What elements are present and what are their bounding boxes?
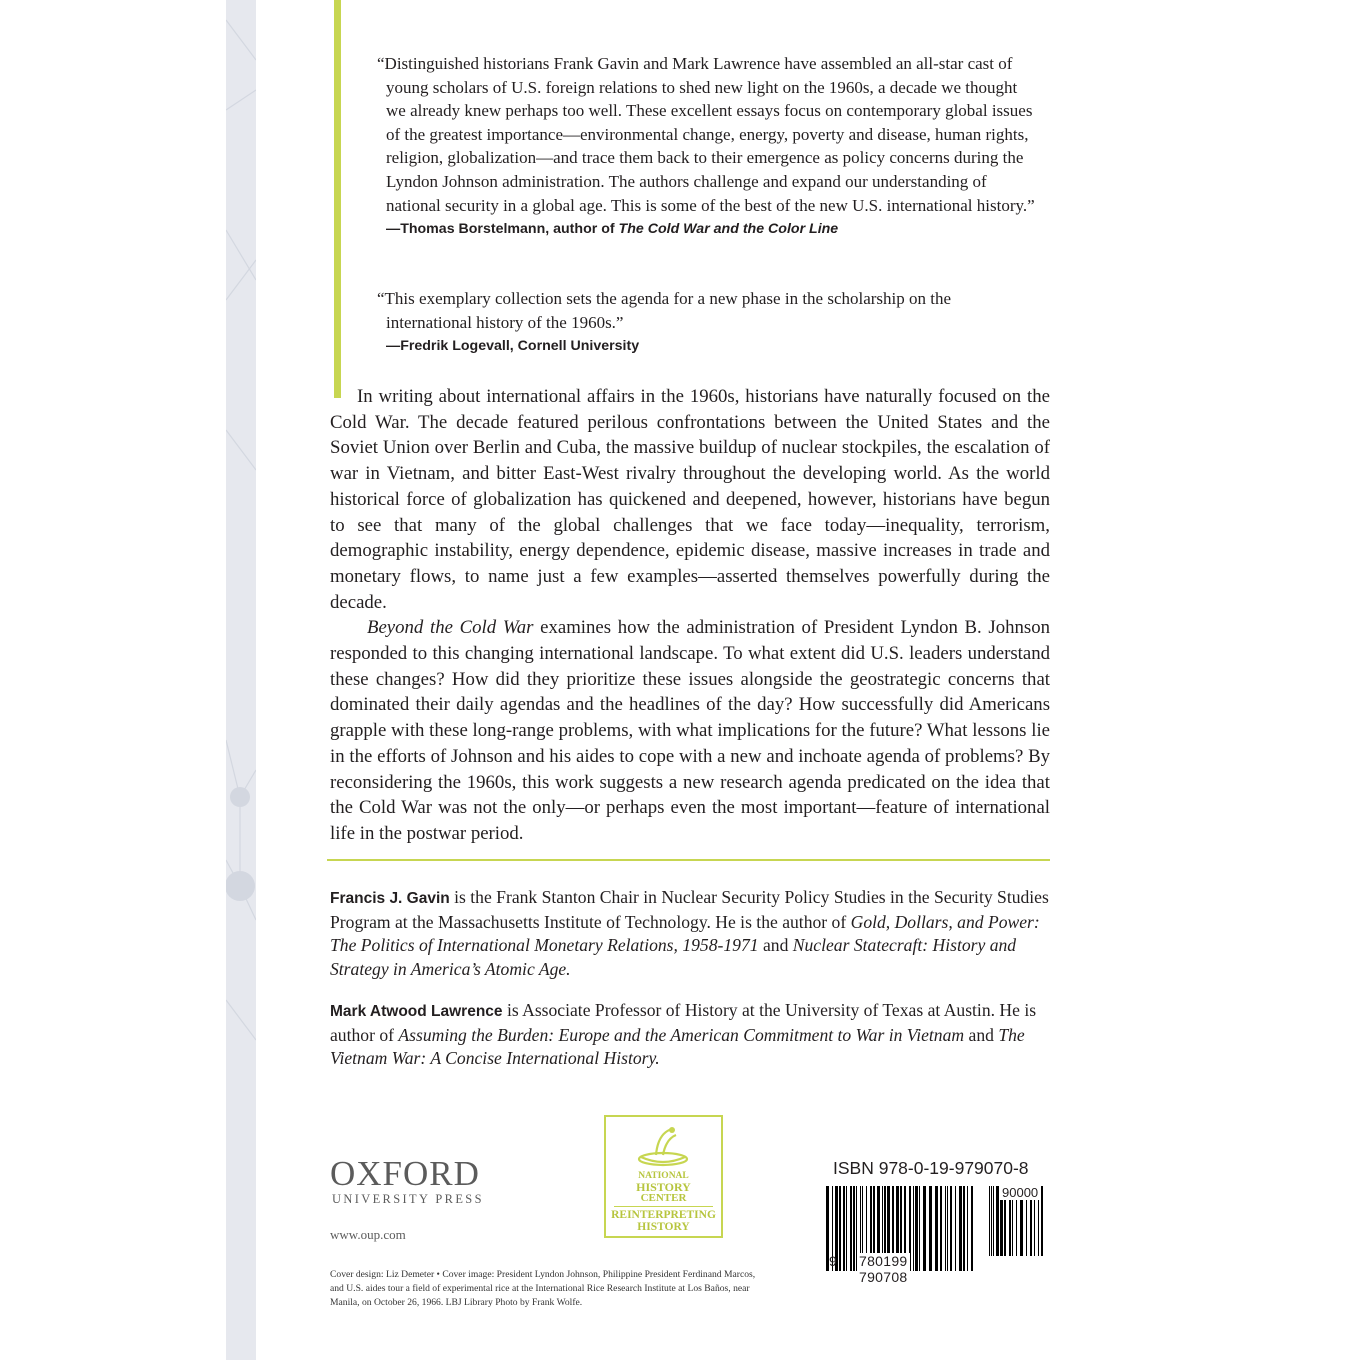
book-title: Assuming the Burden: Europe and the American Commitment to War in Vietnam [398,1024,965,1045]
barcode-bar [923,1186,926,1271]
barcode-bar [929,1186,932,1271]
book-title: Gold, Dollars, and Power: The Politics of International Monetary Relations, 1958-1971 [330,911,1040,956]
quote-work-title: The Cold War and the Color Line [618,221,839,238]
barcode-bar [993,1186,994,1256]
author-name: Mark Atwood Lawrence [330,1003,503,1020]
barcode-bar [989,1186,990,1256]
barcode-bar [967,1186,968,1271]
accent-bar [334,0,341,398]
barcode-bar [839,1186,841,1271]
book-title: Beyond the Cold War [367,617,534,639]
barcode-bar [955,1186,956,1271]
cover-credits: Cover design: Liz Demeter • Cover image: President Lyndon Johnson, Philippine President Ferdinand Marcos, and U.S. aides tour a field of experimental rice at the International Rice Research Institute at Los Baños, near Manila, on October 26, 1966. LBJ Library Photo by Frank Wolfe. [330,1269,756,1308]
barcode-bar [940,1186,942,1271]
book-title: Nuclear Statecraft: History and Strategy in America’s Atomic Age. [330,935,1017,980]
publisher-subtitle: UNIVERSITY PRESS [332,1192,484,1206]
barcode-bar [846,1186,847,1271]
quote-attribution: —Fredrik Logevall, Cornell University [386,338,640,355]
barcode-bar [913,1186,914,1271]
barcode-bar [843,1186,845,1271]
book-title: The Vietnam War: A Concise International History. [330,1024,1025,1069]
barcode-bar [1041,1186,1043,1256]
barcode-bar [850,1186,852,1271]
description-body [330,384,1050,847]
publisher-url[interactable]: www.oup.com [330,1227,406,1242]
barcode-bar [919,1186,920,1271]
barcode-bar [963,1186,965,1271]
barcode-bar [947,1186,948,1271]
quote-text: “This exemplary collection sets the agenda for a new phase in the scholarship on the international history of the 1960s.” [377,289,952,332]
quote-attribution: —Thomas Borstelmann, author of The Cold War and the Color Line [386,221,839,238]
fountain-icon [606,1121,721,1173]
barcode-bar [915,1186,918,1271]
barcode-bar [971,1186,973,1271]
isbn-label: ISBN 978-0-19-979070-8 [833,1158,1029,1178]
publisher-logo: OXFORD [330,1154,480,1193]
bio-lawrence: Mark Atwood Lawrence is Associate Professor of History at the University of Texas at Austin. He is author of Assuming the Burden: Europe and the American Commitment to War in Vietnam and The Vietnam War: A Concise International History. [330,1000,1037,1069]
network-graphic [226,0,256,1360]
barcode-bar [996,1186,999,1256]
description-paragraph-1: In writing about international affairs in the 1960s, historians have naturally focused on the Cold War. The decade featured perilous confrontations between the United States and the Soviet Union over Berlin and Cuba, the massive buildup of nuclear stockpiles, the escalation of war in Vietnam, and bitter East-West rivalry throughout the developing world. As the world historical force of globalization has quickened and deepened, however, historians have begun to see that many of the global challenges that we face today—inequality, terrorism, demographic instability, energy dependence, epidemic disease, massive increases in trade and monetary flows, to name just a few examples—asserted themselves powerfully during the decade. [330,386,1050,613]
national-history-center-logo: NATIONAL HISTORY CENTER REINTERPRETING HISTORY [604,1115,723,1238]
barcode-bar [935,1186,938,1271]
barcode-bar [959,1186,962,1271]
endorsement-borstelmann [377,52,1037,239]
endorsement-logevall [377,287,1037,356]
barcode-bar [853,1186,855,1271]
section-divider [327,859,1050,861]
spine-strip [226,0,256,1360]
description-paragraph-2: Beyond the Cold War examines how the administration of President Lyndon B. Johnson responded to this changing international landscape. To what extent did U.S. leaders understand these changes? How did they prioritize these issues alongside the geostrategic concerns that dominated their daily agendas and the headlines of the day? How successfully did Americans grapple with these long-range problems, with what implications for the future? What lessons lie in the efforts of Johnson and his aides to cope with a new and inchoate agenda of problems? By reconsidering the 1960s, this work suggests a new research agenda predicated on the idea that the Cold War was not the only—or perhaps even the most important—feature of international life in the postwar period. [330,617,1050,844]
barcode-bar [991,1186,992,1256]
author-name: Francis J. Gavin [330,890,450,907]
barcode-bar [950,1186,952,1271]
bio-gavin: Francis J. Gavin is the Frank Stanton Chair in Nuclear Security Policy Studies in the Security Studies Program at the Massachusetts Institute of Technology. He is the author of Gold, Dollars, and Power: The Politics of International Monetary Relations, 1958-1971 and Nuclear Statecraft: History and Strategy in America’s Atomic Age. [330,887,1049,980]
addon-digits: 90000 [1002,1185,1039,1200]
quote-text: “Distinguished historians Frank Gavin and Mark Lawrence have assembled an all-star cast of young scholars of U.S. foreign relations to shed new light on the 1960s, a decade we thought we already knew perhaps too well. These excellent essays focus on contemporary global issues of the greatest importance—environmental change, energy, poverty and disease, human rights, religion, globalization—and trace them back to their emergence as policy concerns during the Lyndon Johnson administration. The authors challenge and expand our understanding of national security in a global age. This is some of the best of the new U.S. international history.” [377,54,1035,215]
barcode-bar [945,1186,946,1271]
